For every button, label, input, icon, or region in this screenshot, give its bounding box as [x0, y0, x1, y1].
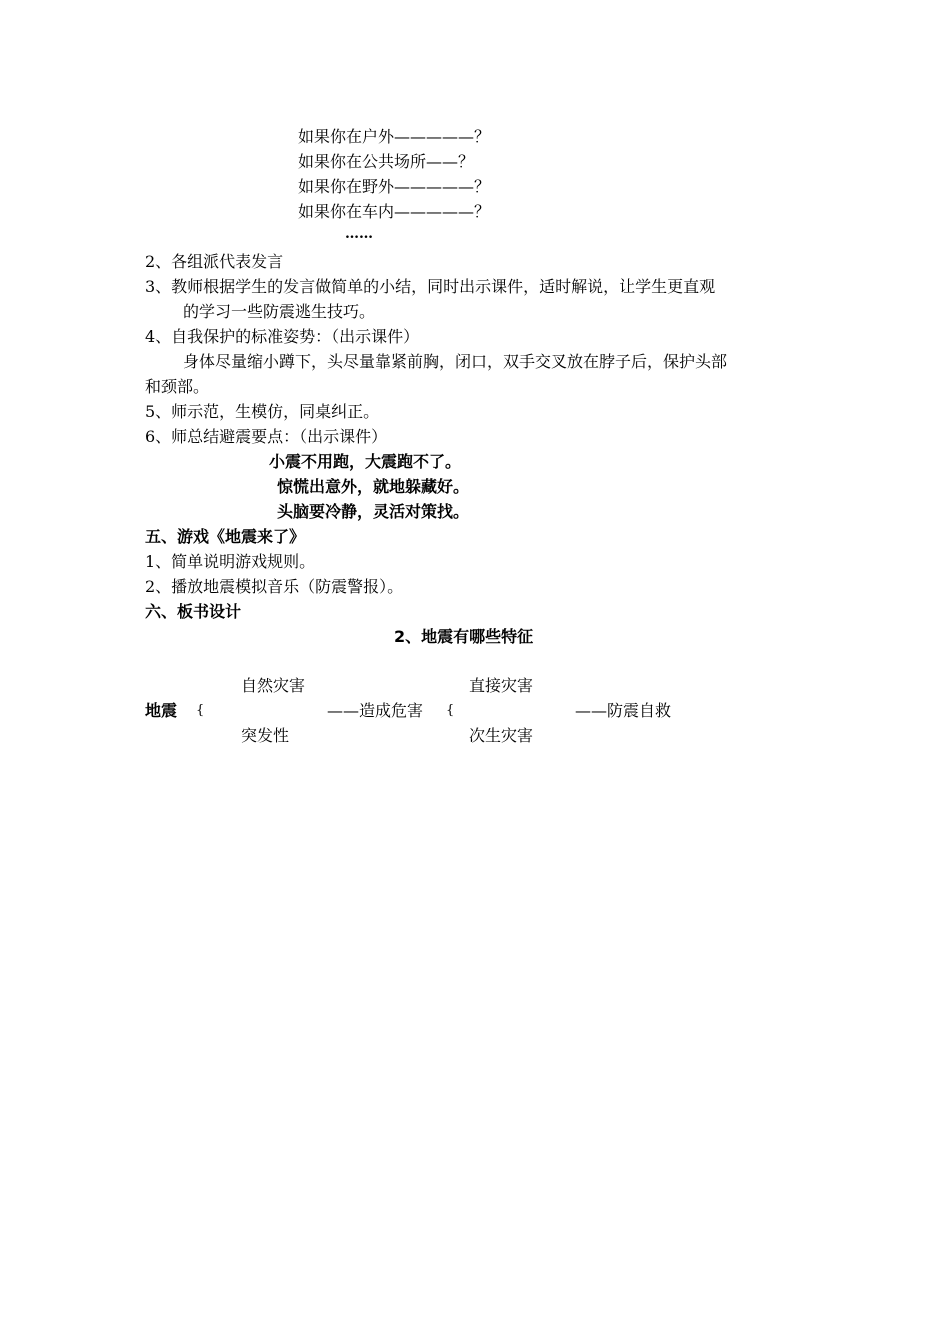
question-outdoor: 如果你在户外—————？ — [298, 127, 491, 146]
board-nature-1: 自然灾害 — [241, 676, 306, 695]
section-5-item-1: 1、简单说明游戏规则。 — [145, 552, 316, 571]
step-3-line-2: 的学习一些防震逃生技巧。 — [183, 302, 376, 321]
step-3-line-1: 3、教师根据学生的发言做简单的小结，同时出示课件，适时解说，让学生更直观 — [145, 277, 716, 296]
board-arrow-1: ——造成危害 — [327, 701, 424, 720]
board-title: 2、地震有哪些特征 — [394, 627, 534, 646]
board-harm-1: 直接灾害 — [469, 676, 534, 695]
rhyme-line-1: 小震不用跑，大震跑不了。 — [269, 452, 462, 471]
ellipsis: …… — [345, 226, 373, 242]
section-5-item-2: 2、播放地震模拟音乐（防震警报）。 — [145, 577, 404, 596]
step-4-body-line-1: 身体尽量缩小蹲下，头尽量靠紧前胸，闭口，双手交叉放在脖子后，保护头部 — [183, 352, 728, 371]
section-6-heading: 六、板书设计 — [145, 602, 242, 621]
step-4-body-line-2: 和颈部。 — [145, 377, 210, 396]
board-brace-2: { — [446, 703, 455, 718]
question-car: 如果你在车内—————？ — [298, 202, 491, 221]
step-5: 5、师示范，生模仿，同桌纠正。 — [145, 402, 380, 421]
step-6: 6、师总结避震要点：（出示课件） — [145, 427, 388, 446]
section-5-heading: 五、游戏《地震来了》 — [145, 527, 306, 546]
step-2: 2、各组派代表发言 — [145, 252, 284, 271]
board-arrow-2: ——防震自救 — [575, 701, 672, 720]
board-brace-1: { — [196, 703, 205, 718]
board-root: 地震 — [145, 701, 178, 720]
board-harm-2: 次生灾害 — [469, 726, 534, 745]
question-public-place: 如果你在公共场所——？ — [298, 152, 475, 171]
rhyme-line-2: 惊慌出意外，就地躲藏好。 — [277, 477, 470, 496]
step-4: 4、自我保护的标准姿势：（出示课件） — [145, 327, 420, 346]
question-wild: 如果你在野外—————？ — [298, 177, 491, 196]
board-nature-2: 突发性 — [241, 726, 290, 745]
rhyme-line-3: 头脑要冷静，灵活对策找。 — [277, 502, 470, 521]
